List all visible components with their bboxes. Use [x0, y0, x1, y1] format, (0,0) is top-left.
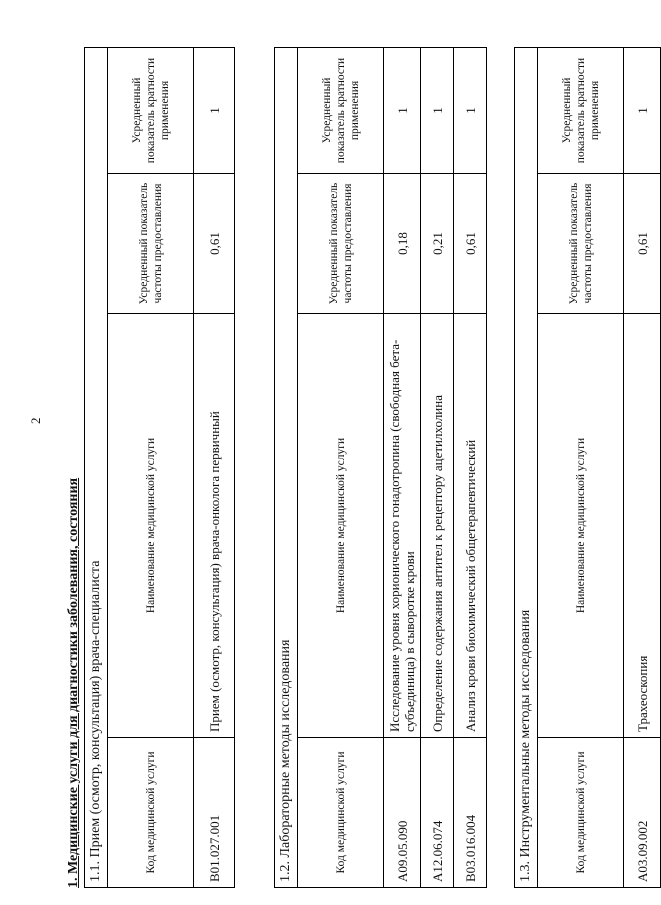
service-name: Прием (осмотр, консультация) врача-онколога первичный [194, 314, 235, 738]
service-code: А09.05.090 [384, 738, 421, 888]
rotated-page-content [64, 28, 661, 888]
service-name: Определение содержания антител к рецептору ацетилхолина [421, 314, 454, 738]
table-title: 1.1. Прием (осмотр, консультация) врача-специалиста [85, 47, 108, 887]
header-code: Код медицинской услуги [108, 738, 194, 888]
multiplicity-value: 1 [624, 47, 661, 173]
table-row [384, 47, 421, 887]
services-table-3 [514, 47, 661, 888]
multiplicity-value: 1 [454, 47, 487, 173]
multiplicity-value: 1 [194, 47, 235, 173]
table-title: 1.2. Лабораторные методы исследования [275, 47, 298, 887]
header-frequency: Усредненный показатель частоты предоставления [108, 174, 194, 314]
frequency-value: 0,21 [421, 174, 454, 314]
frequency-value: 0,61 [454, 174, 487, 314]
header-frequency: Усредненный показатель частоты предоставления [538, 174, 624, 314]
header-multiplicity: Усредненный показатель кратности применения [108, 47, 194, 173]
table-title: 1.3. Инструментальные методы исследования [515, 47, 538, 887]
header-multiplicity: Усредненный показатель кратности применения [538, 47, 624, 173]
services-table-1 [84, 47, 235, 888]
frequency-value: 0,61 [624, 174, 661, 314]
service-code: А12.06.074 [421, 738, 454, 888]
service-code: В03.016.004 [454, 738, 487, 888]
header-name: Наименование медицинской услуги [298, 314, 384, 738]
frequency-value: 0,61 [194, 174, 235, 314]
table-row [421, 47, 454, 887]
header-name: Наименование медицинской услуги [538, 314, 624, 738]
service-name: Трахеоскопия [624, 314, 661, 738]
table-row [454, 47, 487, 887]
header-name: Наименование медицинской услуги [108, 314, 194, 738]
table-row [194, 47, 235, 887]
services-table-2 [274, 47, 487, 888]
page-number: 2 [28, 417, 43, 424]
header-code: Код медицинской услуги [538, 738, 624, 888]
multiplicity-value: 1 [384, 47, 421, 173]
service-code: В01.027.001 [194, 738, 235, 888]
multiplicity-value: 1 [421, 47, 454, 173]
header-multiplicity: Усредненный показатель кратности применения [298, 47, 384, 173]
header-code: Код медицинской услуги [298, 738, 384, 888]
service-name: Анализ крови биохимический общетерапевтический [454, 314, 487, 738]
header-frequency: Усредненный показатель частоты предоставления [298, 174, 384, 314]
table-row [624, 47, 661, 887]
service-code: А03.09.002 [624, 738, 661, 888]
frequency-value: 0,18 [384, 174, 421, 314]
section-heading: 1. Медицинские услуги для диагностики заболевания, состояния [66, 477, 81, 888]
service-name: Исследование уровня хорионического гонадотропина (свободная бета-субъединица) в сыворотке крови [384, 314, 421, 738]
